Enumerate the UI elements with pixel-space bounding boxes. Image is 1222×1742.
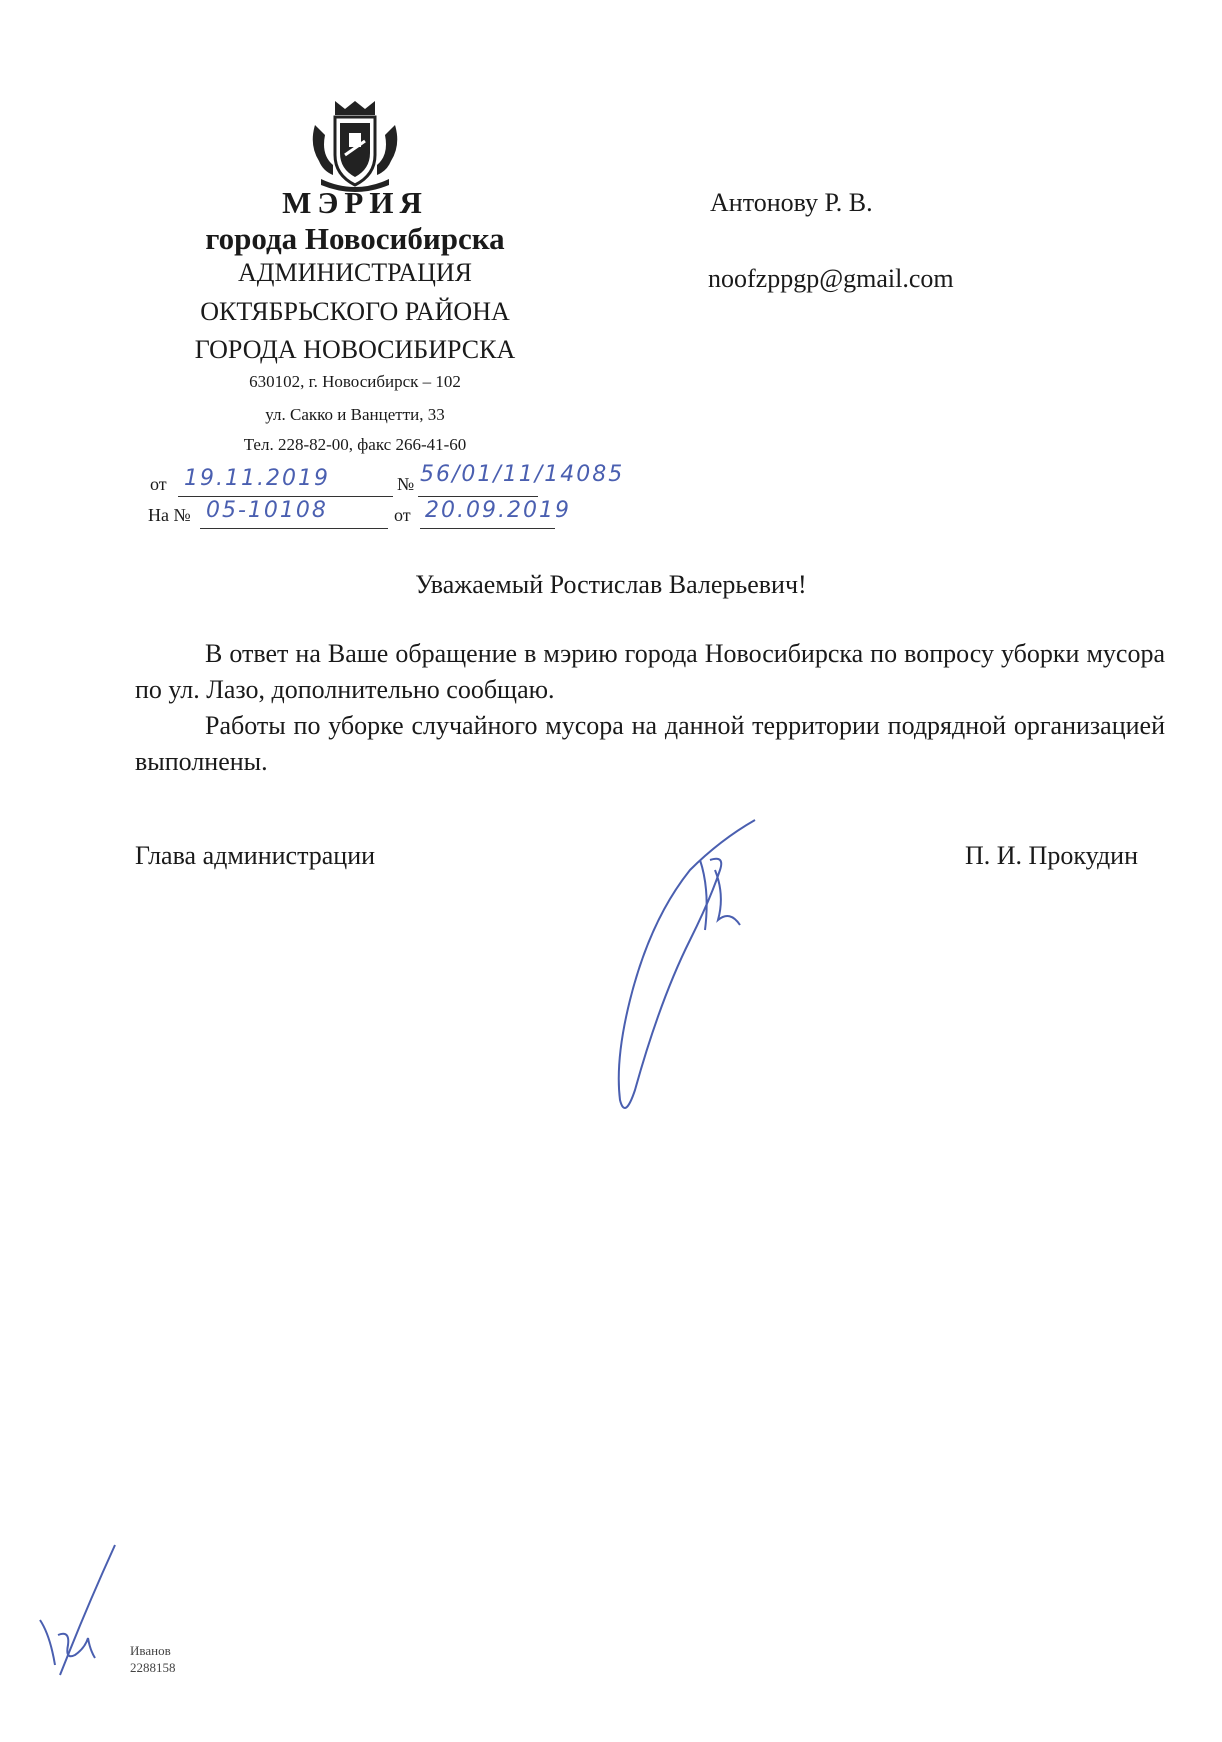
administration-line-1: АДМИНИСТРАЦИЯ [238, 258, 472, 287]
phone-line: Тел. 228-82-00, факс 266-41-60 [243, 435, 467, 454]
signature-icon [600, 800, 780, 1130]
mayoralty-title: МЭРИЯ [282, 185, 428, 220]
number-underline [418, 496, 538, 497]
salutation: Уважаемый Ростислав Валерьевич! [415, 570, 807, 599]
registration-date: 19.11.2019 [184, 466, 330, 491]
administration-line-2: ОКТЯБРЬСКОГО РАЙОНА [200, 297, 510, 326]
initials-icon [30, 1540, 130, 1680]
executor-phone: 2288158 [130, 1660, 176, 1675]
reference-number: 05-10108 [206, 498, 328, 523]
signatory-name: П. И. Прокудин [965, 841, 1139, 870]
administration-line-3: ГОРОДА НОВОСИБИРСКА [194, 335, 516, 364]
recipient-name: Антонову Р. В. [710, 188, 873, 217]
signatory-title: Глава администрации [135, 841, 376, 870]
date-label: от [150, 474, 167, 494]
body-paragraph-1: В ответ на Ваше обращение в мэрию города Новосибирска по вопросу уборки мусора по ул. Лазо, дополнительно сообщаю. [135, 639, 1165, 704]
number-label: № [397, 474, 415, 494]
executor-name: Иванов [130, 1643, 171, 1658]
city-title: города Новосибирска [205, 221, 505, 256]
body-paragraph-2: Работы по уборке случайного мусора на данной территории подрядной организацией выполнены. [135, 711, 1165, 776]
address-line-2: ул. Сакко и Ванцетти, 33 [265, 405, 445, 424]
registration-number: 56/01/11/14085 [420, 462, 625, 487]
coat-of-arms-icon [305, 95, 405, 195]
reference-date: 20.09.2019 [425, 498, 571, 523]
reference-underline [200, 528, 388, 529]
reference-date-underline [420, 528, 555, 529]
reference-date-label: от [394, 505, 411, 525]
date-underline [178, 496, 393, 497]
recipient-email: noofzppgp@gmail.com [708, 264, 954, 293]
address-line-1: 630102, г. Новосибирск – 102 [249, 372, 461, 391]
reference-label: На № [148, 505, 191, 525]
